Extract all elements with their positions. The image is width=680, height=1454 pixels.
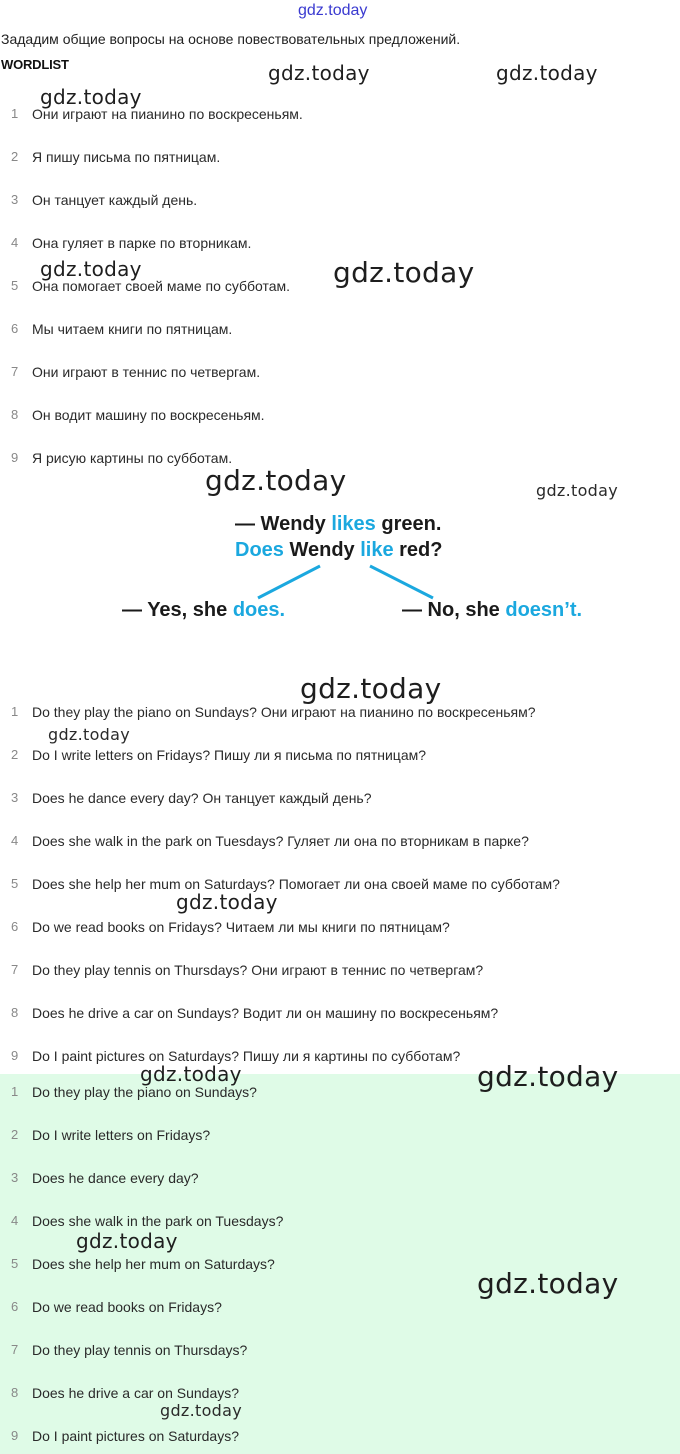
answer-item (0, 1127, 680, 1147)
item-text: Do I paint pictures on Saturdays? Пишу ли я картины по субботам? (32, 1048, 461, 1064)
item-text: Do we read books on Fridays? (32, 1299, 222, 1315)
list-item (0, 833, 680, 853)
item-text: Do they play tennis on Thursdays? (32, 1342, 248, 1358)
list-item (0, 962, 680, 982)
watermark: gdz.today (40, 85, 142, 109)
item-number: 9 (11, 1048, 19, 1063)
watermark: gdz.today (48, 725, 130, 744)
item-number: 6 (11, 919, 19, 934)
rule-statement-suffix: green. (375, 513, 442, 535)
answer-item (0, 1342, 680, 1362)
watermark: gdz.today (477, 1267, 619, 1300)
item-number: 5 (11, 278, 19, 293)
watermark: gdz.today (76, 1229, 178, 1253)
rule-question-verb: like (360, 539, 394, 561)
rule-question-subject: Wendy (283, 539, 361, 561)
list-item (0, 919, 680, 939)
item-number: 8 (11, 407, 19, 422)
site-mark: gdz.today (298, 2, 368, 19)
item-text: Она помогает своей маме по субботам. (32, 278, 291, 294)
watermark: gdz.today (536, 481, 618, 500)
item-text: Они играют в теннис по четвергам. (32, 364, 261, 380)
yes-aux: does. (232, 599, 286, 621)
item-number: 8 (11, 1005, 19, 1020)
watermark: gdz.today (160, 1401, 242, 1420)
no-aux: doesn’t. (505, 599, 583, 621)
yes-prefix: — Yes, she (122, 599, 233, 621)
list-item (0, 1005, 680, 1025)
answer-item (0, 1385, 680, 1405)
left-branch-line (258, 566, 320, 598)
item-number: 9 (11, 1428, 19, 1443)
item-number: 5 (11, 876, 19, 891)
rule-short-answer-no (402, 599, 582, 622)
item-number: 3 (11, 192, 19, 207)
task-intro: Зададим общие вопросы на основе повествовательных предложений. (1, 31, 461, 47)
list-item (0, 790, 680, 810)
item-number: 2 (11, 747, 19, 762)
rule-question-aux: Does (235, 539, 284, 561)
item-number: 1 (11, 1084, 19, 1099)
item-text: Do they play the piano on Sundays? Они играют на пианино по воскресеньям? (32, 704, 536, 720)
item-text: Do they play the piano on Sundays? (32, 1084, 257, 1100)
item-text: Does she walk in the park on Tuesdays? (32, 1213, 284, 1229)
watermark: gdz.today (176, 890, 278, 914)
item-text: Does she help her mum on Saturdays? Помогает ли она своей маме по субботам? (32, 876, 560, 892)
watermark: gdz.today (268, 61, 370, 85)
watermark: gdz.today (300, 672, 442, 705)
item-number: 6 (11, 321, 19, 336)
watermark: gdz.today (40, 257, 142, 281)
item-text: Do we read books on Fridays? Читаем ли мы книги по пятницам? (32, 919, 450, 935)
item-number: 7 (11, 1342, 19, 1357)
answer-item (0, 1170, 680, 1190)
item-text: Я пишу письма по пятницам. (32, 149, 221, 165)
item-text: Я рисую картины по субботам. (32, 450, 233, 466)
no-prefix: — No, she (402, 599, 506, 621)
answer-item (0, 1428, 680, 1448)
rule-short-answer-yes (122, 599, 285, 622)
item-number: 4 (11, 833, 19, 848)
item-text: Они играют на пианино по воскресеньям. (32, 106, 303, 122)
item-number: 6 (11, 1299, 19, 1314)
item-text: Do I write letters on Fridays? (32, 1127, 211, 1143)
item-number: 3 (11, 790, 19, 805)
right-branch-line (370, 566, 433, 598)
item-text: Do I paint pictures on Saturdays? (32, 1428, 240, 1444)
item-text: Do they play tennis on Thursdays? Они играют в теннис по четвергам? (32, 962, 484, 978)
item-text: Do I write letters on Fridays? Пишу ли я письма по пятницам? (32, 747, 427, 763)
rule-question-suffix: red? (393, 539, 443, 561)
item-text: Он водит машину по воскресеньям. (32, 407, 265, 423)
item-number: 5 (11, 1256, 19, 1271)
wordlist-label[interactable]: WORDLIST (1, 57, 69, 72)
item-text: Does she walk in the park on Tuesdays? Гуляет ли она по вторникам в парке? (32, 833, 529, 849)
item-number: 7 (11, 962, 19, 977)
item-number: 8 (11, 1385, 19, 1400)
item-number: 1 (11, 704, 19, 719)
watermark: gdz.today (140, 1062, 242, 1086)
item-text: Does she help her mum on Saturdays? (32, 1256, 275, 1272)
item-text: Он танцует каждый день. (32, 192, 198, 208)
item-text: Она гуляет в парке по вторникам. (32, 235, 252, 251)
item-number: 2 (11, 149, 19, 164)
rule-statement-verb: likes (331, 513, 376, 535)
item-number: 2 (11, 1127, 19, 1142)
item-text: Does he dance every day? Он танцует каждый день? (32, 790, 372, 806)
item-number: 4 (11, 1213, 19, 1228)
watermark: gdz.today (477, 1060, 619, 1093)
item-number: 4 (11, 235, 19, 250)
watermark: gdz.today (205, 464, 347, 497)
list-item (0, 876, 680, 896)
item-text: Does he drive a car on Sundays? (32, 1385, 240, 1401)
item-number: 1 (11, 106, 19, 121)
item-text: Мы читаем книги по пятницам. (32, 321, 233, 337)
item-text: Does he dance every day? (32, 1170, 199, 1186)
watermark: gdz.today (333, 256, 475, 289)
item-number: 9 (11, 450, 19, 465)
watermark: gdz.today (496, 61, 598, 85)
item-text: Does he drive a car on Sundays? Водит ли он машину по воскресеньям? (32, 1005, 499, 1021)
rule-statement-prefix: — Wendy (235, 513, 332, 535)
item-number: 7 (11, 364, 19, 379)
list-item (0, 704, 680, 724)
item-number: 3 (11, 1170, 19, 1185)
list-item (0, 747, 680, 767)
answer-item (0, 1299, 680, 1319)
